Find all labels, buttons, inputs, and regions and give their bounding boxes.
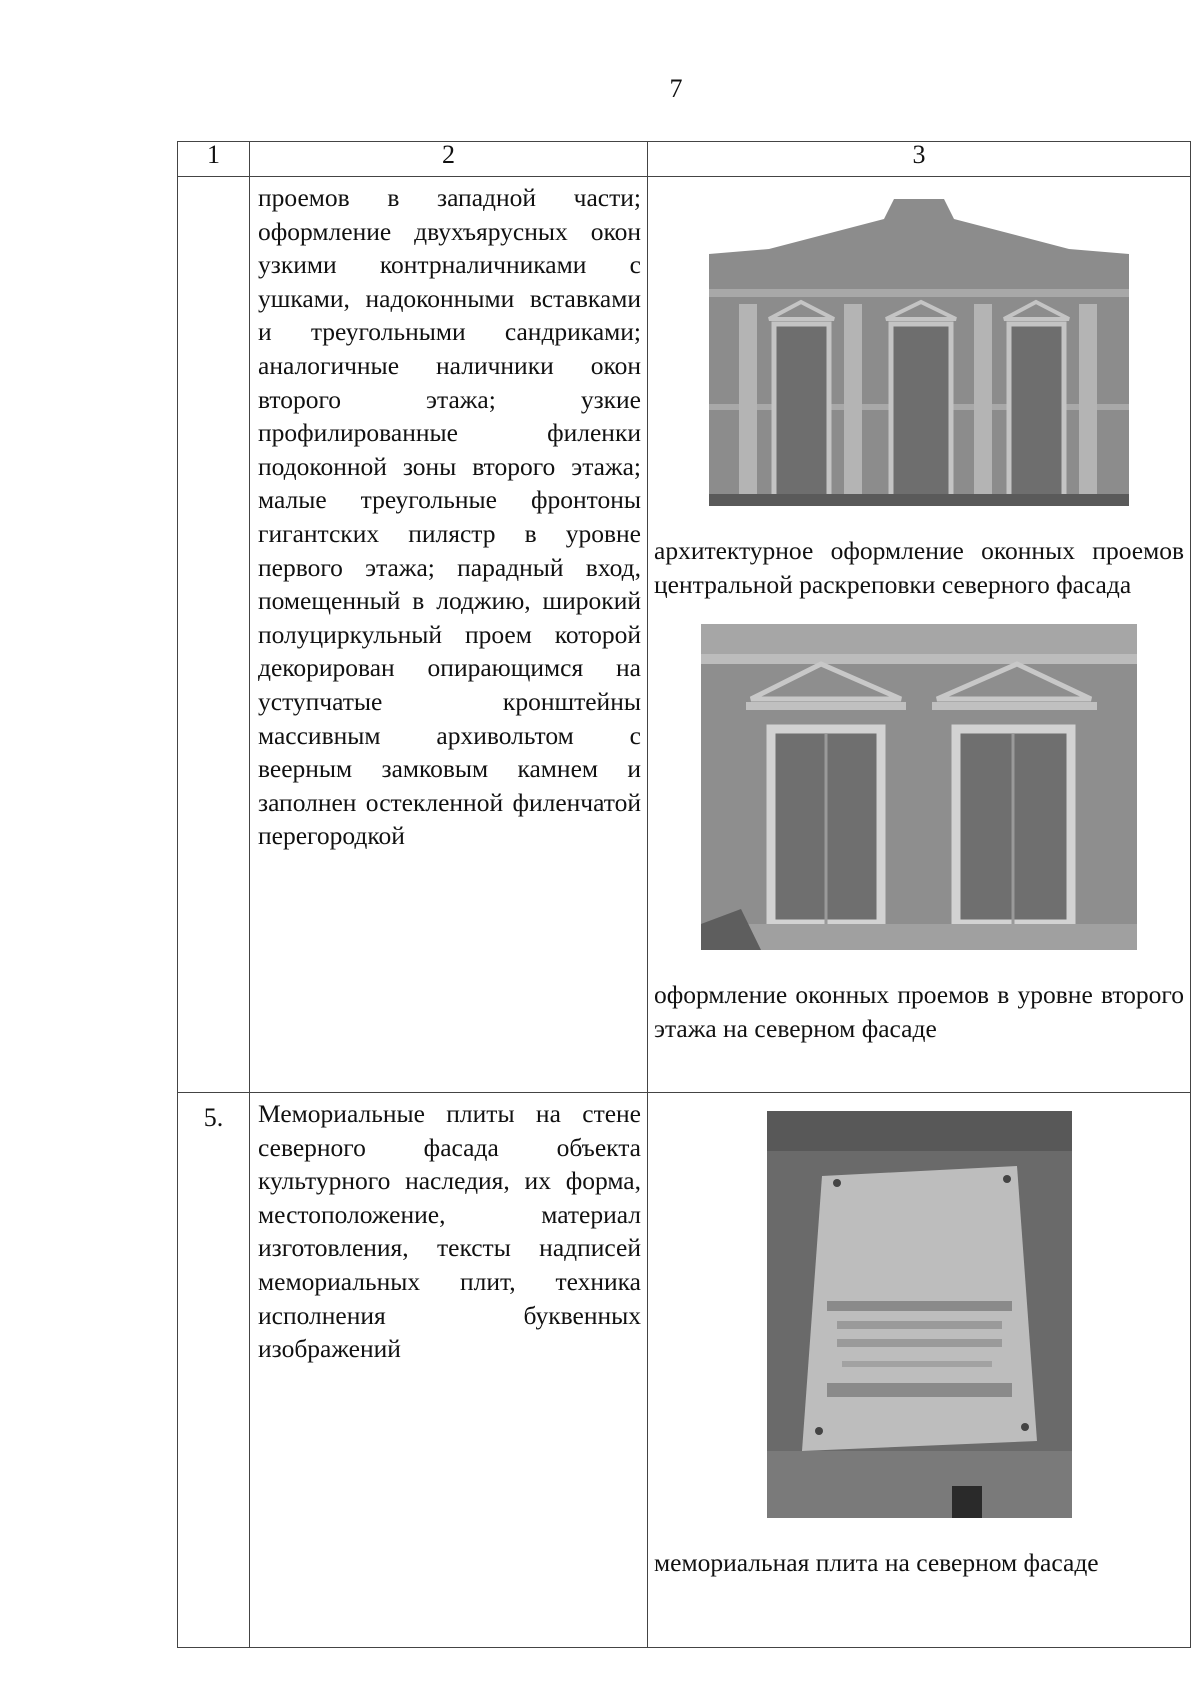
- facade-central-photo: [709, 194, 1129, 506]
- table-row: [178, 1093, 1191, 1648]
- row-number: [178, 177, 250, 1093]
- photo-caption: оформление оконных проемов в уровне второго этажа на северном фасаде: [654, 980, 1184, 1043]
- row-number: 5.: [178, 1093, 250, 1648]
- description-text: Мемориальные плиты на стене северного фасада объекта культурного наследия, их форма, местоположение, материал изготовления, тексты надписей мемориальных плит, техника исполнения буквенных изображений: [258, 1099, 641, 1364]
- row-photos: [648, 177, 1191, 1093]
- row-description: [250, 1093, 648, 1648]
- page-number: 7: [669, 74, 683, 103]
- table-header-row: [178, 142, 1191, 177]
- header-col-3: 3: [648, 142, 1191, 177]
- row-photos: [648, 1093, 1191, 1648]
- description-text: проемов в западной части; оформление двухъярусных окон узкими контрналичниками с ушками, надоконными вставками и треугольными сандриками; аналогичные наличники окон второго этажа; узкие профилированные филенки подоконной зоны второго этажа; малые треугольные фронтоны гигантских пилястр в уровне первого этажа; парадный вход, помещенный в лоджию, широкий полуциркульный проем которой декорирован опирающимся на уступчатые кронштейны массивным архивольтом с веерным замковым камнем и заполнен остекленной филенчатой перегородкой: [258, 183, 641, 851]
- heritage-table: [177, 141, 1191, 1648]
- photo-caption: архитектурное оформление оконных проемов центральной раскреповки северного фасада: [654, 536, 1184, 599]
- memorial-plaque-photo: [767, 1111, 1072, 1518]
- header-col-2: 2: [250, 142, 648, 177]
- second-floor-windows-photo: [701, 624, 1137, 950]
- header-col-1: 1: [178, 142, 250, 177]
- table-row: [178, 177, 1191, 1093]
- photo-caption: мемориальная плита на северном фасаде: [654, 1548, 1099, 1577]
- row-description: [250, 177, 648, 1093]
